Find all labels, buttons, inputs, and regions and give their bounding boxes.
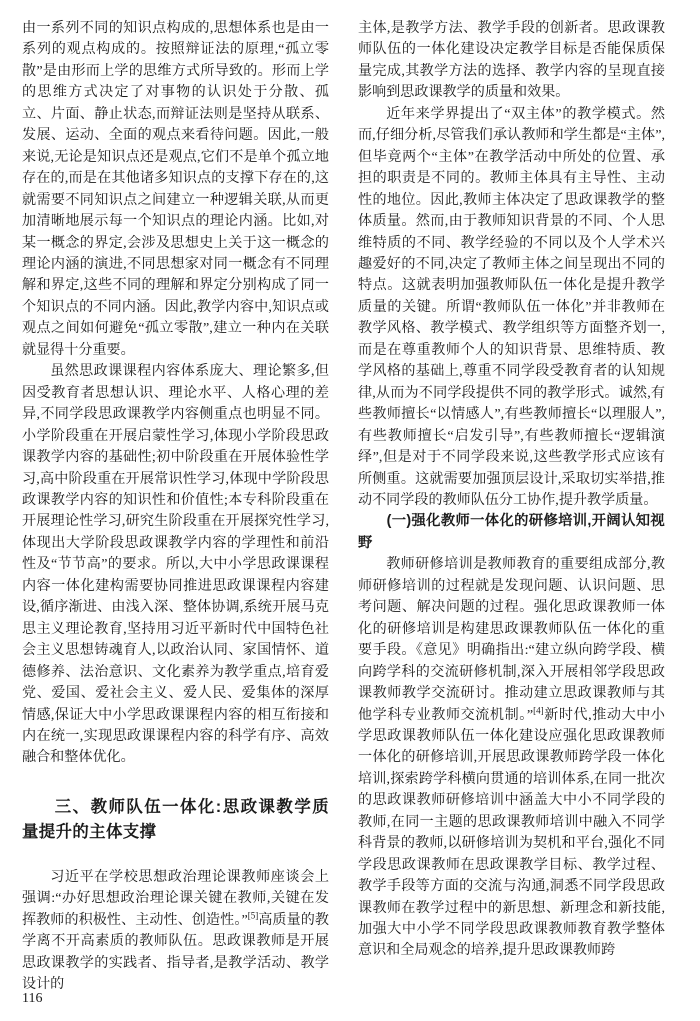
left-text-column (22, 18, 329, 996)
page-number: 116 (22, 991, 43, 1006)
paragraph: 由一系列不同的知识点构成的,思想体系也是由一系列的观点构成的。按照辩证法的原理,“孤立零散”是由形而上学的思维方式所导致的。形而上学的思维方式决定了对事物的认识处于分散、孤立、片面、静止状态,而辩证法则是坚持从联系、发展、运动、全面的观点来看待问题。因此,一般来说,无论是知识点还是观点,它们不是单个孤立地存在的,而是在其他诸多知识点的支撑下存在的,这就需要不同知识点之间建立一种逻辑关联,从而更加清晰地展示每一个知识点的理论内涵。比如,对某一概念的界定,会涉及思想史上关于这一概念的理论内涵的演进,不同思想家对同一概念有不同理解和界定,这些不同的理解和界定分别构成了同一个知识点的不同内涵。因此,教学内容中,知识点或观点之间如何避免“孤立零散”,建立一种内在关联就显得十分重要。 (22, 20, 329, 358)
paragraph-text-before-citation: 教师研修培训是教师教育的重要组成部分,教师研修培训的过程就是发现问题、认识问题、思考问题、解决问题的过程。强化思政课教师一体化的研修培训是构建思政课教师队伍一体化的重要手段。《意见》明确指出:“建立纵向跨学段、横向跨学科的交流研修机制,深入开展相邻学段思政课教师教学交流研讨。推动建立思政课教师与其他学科专业教师交流机制。” (358, 556, 665, 723)
paragraph-text-after-citation: 新时代,推动大中小学思政课教师队伍一体化建设应强化思政课教师一体化的研修培训,开展思政课教师跨学段一体化培训,探索跨学科横向贯通的培训体系,在同一批次的思政课教师研修培训中涵盖大中小不同学段的教师,在同一主题的思政课教师培训中融入不同学科背景的教师,以研修培训为契机和平台,强化不同学段思政课教师在思政课教学目标、教学过程、教学手段等方面的交流与沟通,洞悉不同学段思政课教师在教学过程中的新思想、新理念和新技能,加强大中小学不同学段思政课教师教育教学整体意识和全局观念的培养,提升思政课教师跨 (358, 706, 665, 959)
citation-marker: [4] (533, 704, 544, 715)
citation-marker: [5] (247, 910, 259, 921)
paragraph-text-before-citation: 习近平在学校思想政治理论课教师座谈会上强调:“办好思想政治理论课关键在教师,关键在发挥教师的积极性、主动性、创造性。” (22, 868, 329, 928)
section-heading: 三、教师队伍一体化:思政课教学质量提升的主体支撑 (22, 797, 329, 841)
paragraph: 虽然思政课课程内容体系庞大、理论繁多,但因受教育者思想认识、理论水平、人格心理的差异,不同学段思政课教学内容侧重点也明显不同。小学阶段重在开展启蒙性学习,体现小学阶段思政课教学内容的基础性;初中阶段重在开展体验性学习,高中阶段重在开展常识性学习,体现中学阶段思政课教学内容的知识性和价值性;本专科阶段重在开展理论性学习,研究生阶段重在开展探究性学习,体现出大学阶段思政课教学内容的学理性和前沿性及“节节高”的要求。所以,大中小学思政课课程内容一体化建构需要协同推进思政课课程内容建设,循序渐进、由浅入深、整体协调,系统开展马克思主义理论教育,坚持用习近平新时代中国特色社会主义思想铸魂育人,以政治认同、家国情怀、道德修养、法治意识、文化素养为教学重点,培育爱党、爱国、爱社会主义、爱人民、爱集体的深厚情感,保证大中小学思政课课程内容的相互衔接和内在统一,实现思政课课程内容的科学有序、高效融合和整体优化。 (22, 363, 329, 766)
paragraph: 主体,是教学方法、教学手段的创新者。思政课教师队伍的一体化建设决定教学目标是否能保质保量完成,其教学方法的选择、教学内容的呈现直接影响到思政课教学的质量和效果。 (358, 20, 665, 101)
paragraph: 近年来学界提出了“双主体”的教学模式。然而,仔细分析,尽管我们承认教师和学生都是“主体”,但毕竟两个“主体”在教学活动中所处的位置、承担的职责是不同的。教师主体具有主导性、主动性的地位。因此,教师主体决定了思政课教学的整体质量。然而,由于教师知识背景的不同、个人思维特质的不同、教学经验的不同以及个人学术兴趣爱好的不同,决定了教师主体之间呈现出不同的特点。这就表明加强教师队伍一体化是提升教学质量的关键。所谓“教师队伍一体化”并非教师在教学风格、教学模式、教学组织等方面整齐划一,而是在尊重教师个人的知识背景、思维特质、教学风格的基础上,尊重不同学段受教育者的认知规律,从而为不同学段提供不同的教学形式。诚然,有些教师擅长“以情感人”,有些教师擅长“以理服人”,有些教师擅长“启发引导”,有些教师擅长“逻辑演绎”,但是对于不同学段来说,这些教学形式应该有所侧重。这就需要加强顶层设计,采取切实举措,推动不同学段的教师队伍分工协作,提升教学质量。 (358, 105, 665, 508)
paragraph-text-after-citation: 高质量的教学离不开高素质的教师队伍。思政课教师是开展思政课教学的实践者、指导者,是教学活动、教学设计的 (22, 911, 329, 993)
right-text-column (358, 18, 665, 962)
two-column-layout (22, 18, 684, 996)
paragraph (358, 554, 665, 962)
paragraph (22, 867, 329, 996)
subsection-heading: (一)强化教师一体化的研修培训,开阔认知视野 (358, 513, 665, 551)
